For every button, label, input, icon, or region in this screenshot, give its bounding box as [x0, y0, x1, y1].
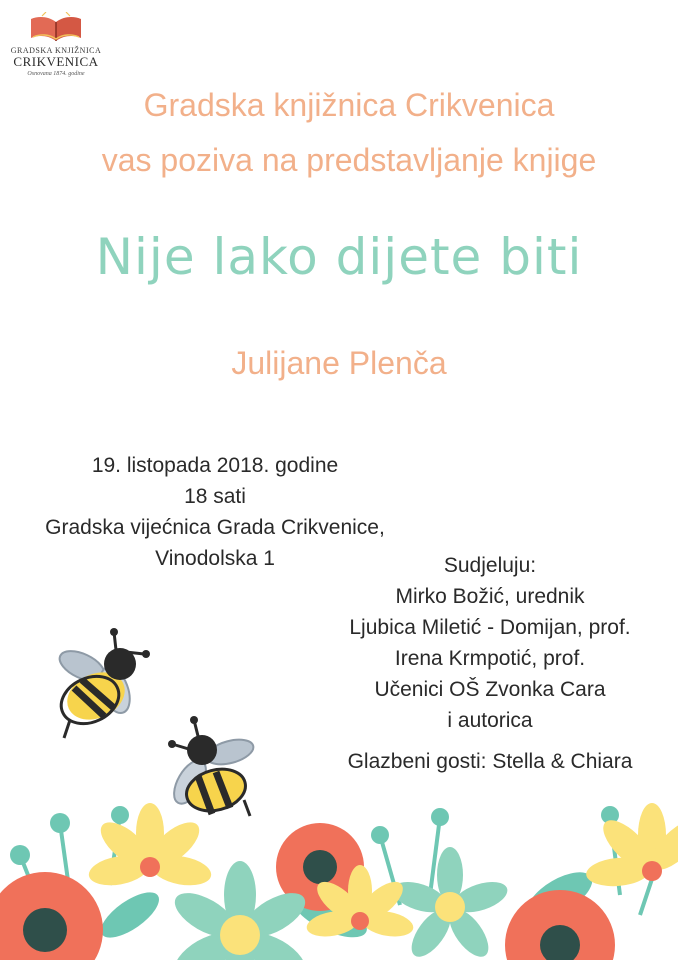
flower-icon [87, 803, 214, 890]
flower-border [0, 795, 678, 960]
participant: Mirko Božić, urednik [395, 585, 585, 608]
flower-icon [0, 872, 103, 960]
book-title: Nije lako dijete biti [95, 228, 583, 286]
participants-heading: Sudjeluju: [443, 554, 537, 577]
logo-line-2: CRIKVENICA [13, 54, 99, 69]
flower-icon [505, 890, 615, 960]
author-name: Julijane Plenča [231, 345, 447, 381]
bees-illustration [0, 0, 300, 840]
event-date: 19. listopada 2018. godine [91, 454, 339, 477]
music-guests: Glazbeni gosti: Stella & Chiara [347, 750, 633, 773]
logo-line-1: GRADSKA KNJIŽNICA [10, 46, 102, 55]
event-time: 18 sati [184, 485, 246, 508]
flower-icon [585, 803, 678, 889]
bee-icon [54, 628, 150, 738]
participant: i autorica [447, 709, 533, 732]
intro-line-2: vas poziva na predstavljanje knjige [101, 142, 597, 178]
participant: Učenici OŠ Zvonka Cara [374, 678, 606, 701]
intro-line-1: Gradska knjižnica Crikvenica [143, 87, 555, 123]
participant: Ljubica Miletić - Domijan, prof. [349, 616, 631, 639]
participant: Irena Krmpotić, prof. [394, 647, 586, 670]
event-venue-line-1: Gradska vijećnica Grada Crikvenice, [45, 516, 385, 539]
participants-list [300, 550, 678, 777]
flower-icon [389, 847, 511, 960]
logo-line-3: Osnovana 1874. godine [27, 71, 85, 77]
event-venue-line-2: Vinodolska 1 [155, 547, 275, 570]
